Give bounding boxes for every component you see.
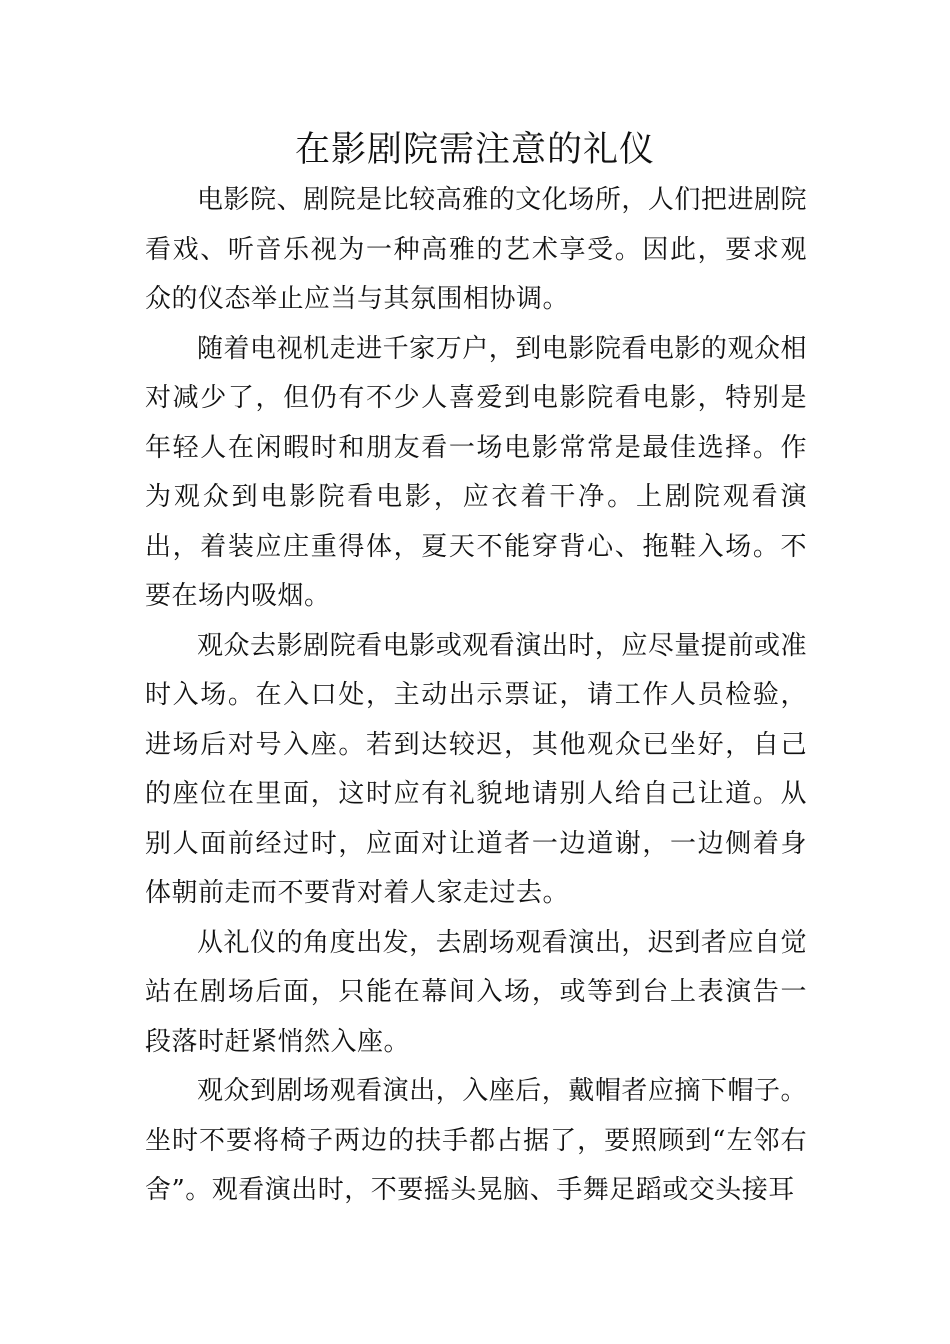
document-title: 在影剧院需注意的礼仪 xyxy=(294,130,655,170)
paragraph-3: 观众去影剧院看电影或观看演出时，应尽量提前或准时入场。在入口处，主动出示票证，请工作人员检验，进场后对号入座。若到达较迟，其他观众已坐好，自己的座位在里面，这时应有礼貌地请别人给自己让道。从别人面前经过时，应面对让道者一边道谢，一边侧着身体朝前走而不要背对着人家走过去。 xyxy=(145,630,807,908)
document-body xyxy=(145,176,807,1216)
paragraph-1: 电影院、剧院是比较高雅的文化场所，人们把进剧院看戏、听音乐视为一种高雅的艺术享受。因此，要求观众的仪态举止应当与其氛围相协调。 xyxy=(145,185,807,314)
paragraph-5: 观众到剧场观看演出，入座后，戴帽者应摘下帽子。坐时不要将椅子两边的扶手都占据了，要照顾到“左邻右舍”。观看演出时，不要摇头晃脑、手舞足蹈或交头接耳 xyxy=(145,1076,807,1205)
paragraph-4: 从礼仪的角度出发，去剧场观看演出，迟到者应自觉站在剧场后面，只能在幕间入场，或等到台上表演告一段落时赶紧悄然入座。 xyxy=(145,927,807,1057)
paragraph-2: 随着电视机走进千家万户，到电影院看电影的观众相对减少了，但仍有不少人喜爱到电影院看电影，特别是年轻人在闲暇时和朋友看一场电影常常是最佳选择。作为观众到电影院看电影，应衣着干净。上剧院观看演出，着装应庄重得体，夏天不能穿背心、拖鞋入场。不要在场内吸烟。 xyxy=(145,333,807,611)
